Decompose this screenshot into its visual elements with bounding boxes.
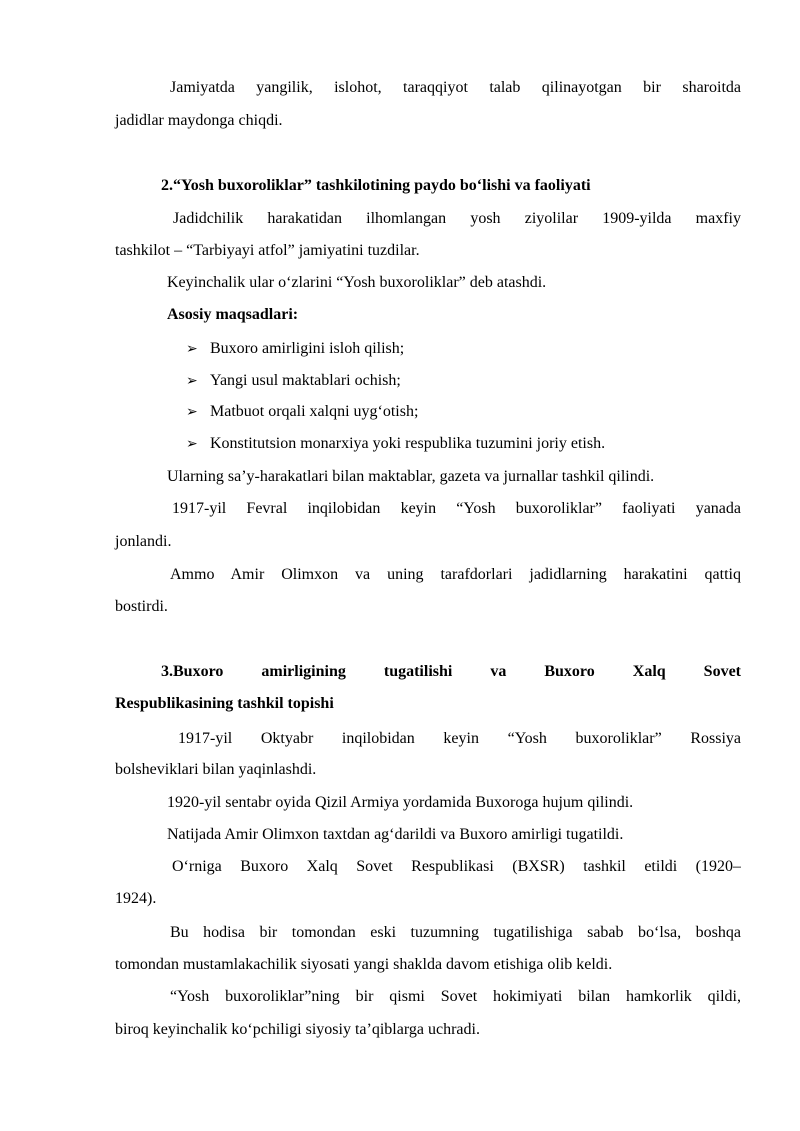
section-heading: Respublikasining tashkil topishi	[115, 695, 334, 712]
paragraph-line: 1917-yil Oktyabr inqilobidan keyin “Yosh buxoroliklar” Rossiya	[178, 730, 741, 747]
list-item-text: Konstitutsion monarxiya yoki respublika tuzumini joriy etish.	[210, 435, 606, 452]
section-heading: 3.Buxoro amirligining tugatilishi va Buxoro Xalq Sovet	[161, 663, 741, 680]
section-heading: 2.“Yosh buxoroliklar” tashkilotining paydo bo‘lishi va faoliyati	[161, 177, 591, 194]
paragraph-line: “Yosh buxoroliklar”ning bir qismi Sovet hokimiyati bilan hamkorlik qildi,	[170, 988, 741, 1005]
arrow-bullet-icon: ➢	[186, 436, 198, 452]
paragraph-line: jonlandi.	[115, 533, 172, 550]
list-item-text: Buxoro amirligini isloh qilish;	[210, 340, 405, 357]
list-item-text: Yangi usul maktablari ochish;	[210, 372, 401, 389]
paragraph-line: 1920-yil sentabr oyida Qizil Armiya yordamida Buxoroga hujum qilindi.	[167, 794, 634, 811]
paragraph-line: tashkilot – “Tarbiyayi atfol” jamiyatini tuzdilar.	[115, 242, 420, 259]
paragraph-line: Ularning sa’y-harakatlari bilan maktablar, gazeta va jurnallar tashkil qilindi.	[167, 468, 655, 485]
list-item	[186, 402, 418, 422]
arrow-bullet-icon: ➢	[186, 373, 198, 389]
paragraph-line: bostirdi.	[115, 598, 168, 615]
paragraph-line: 1917-yil Fevral inqilobidan keyin “Yosh buxoroliklar” faoliyati yanada	[172, 500, 741, 517]
arrow-bullet-icon: ➢	[186, 404, 198, 420]
paragraph-line: Natijada Amir Olimxon taxtdan ag‘darildi va Buxoro amirligi tugatildi.	[167, 826, 624, 843]
paragraph-line: Bu hodisa bir tomondan eski tuzumning tugatilishiga sabab bo‘lsa, boshqa	[170, 924, 741, 941]
subheading-goals: Asosiy maqsadlari:	[167, 306, 299, 323]
paragraph-line: tomondan mustamlakachilik siyosati yangi shaklda davom etishiga olib keldi.	[115, 956, 613, 973]
arrow-bullet-icon: ➢	[186, 341, 198, 357]
paragraph-line: Keyinchalik ular o‘zlarini “Yosh buxoroliklar” deb atashdi.	[167, 274, 547, 291]
paragraph-line: Ammo Amir Olimxon va uning tarafdorlari jadidlarning harakatini qattiq	[170, 566, 741, 583]
paragraph-line: Jadidchilik harakatidan ilhomlangan yosh ziyolilar 1909-yilda maxfiy	[173, 210, 741, 227]
list-item	[186, 434, 605, 454]
paragraph-line: O‘rniga Buxoro Xalq Sovet Respublikasi (BXSR) tashkil etildi (1920–	[172, 858, 741, 875]
list-item	[186, 371, 401, 391]
paragraph-line: biroq keyinchalik ko‘pchiligi siyosiy ta’qiblarga uchradi.	[115, 1021, 480, 1038]
paragraph-line: 1924).	[115, 890, 157, 907]
list-item-text: Matbuot orqali xalqni uyg‘otish;	[210, 403, 419, 420]
paragraph-line: jadidlar maydonga chiqdi.	[115, 112, 283, 129]
paragraph-line: bolsheviklari bilan yaqinlashdi.	[115, 761, 317, 778]
paragraph-line: Jamiyatda yangilik, islohot, taraqqiyot talab qilinayotgan bir sharoitda	[170, 79, 741, 96]
list-item	[186, 339, 404, 359]
